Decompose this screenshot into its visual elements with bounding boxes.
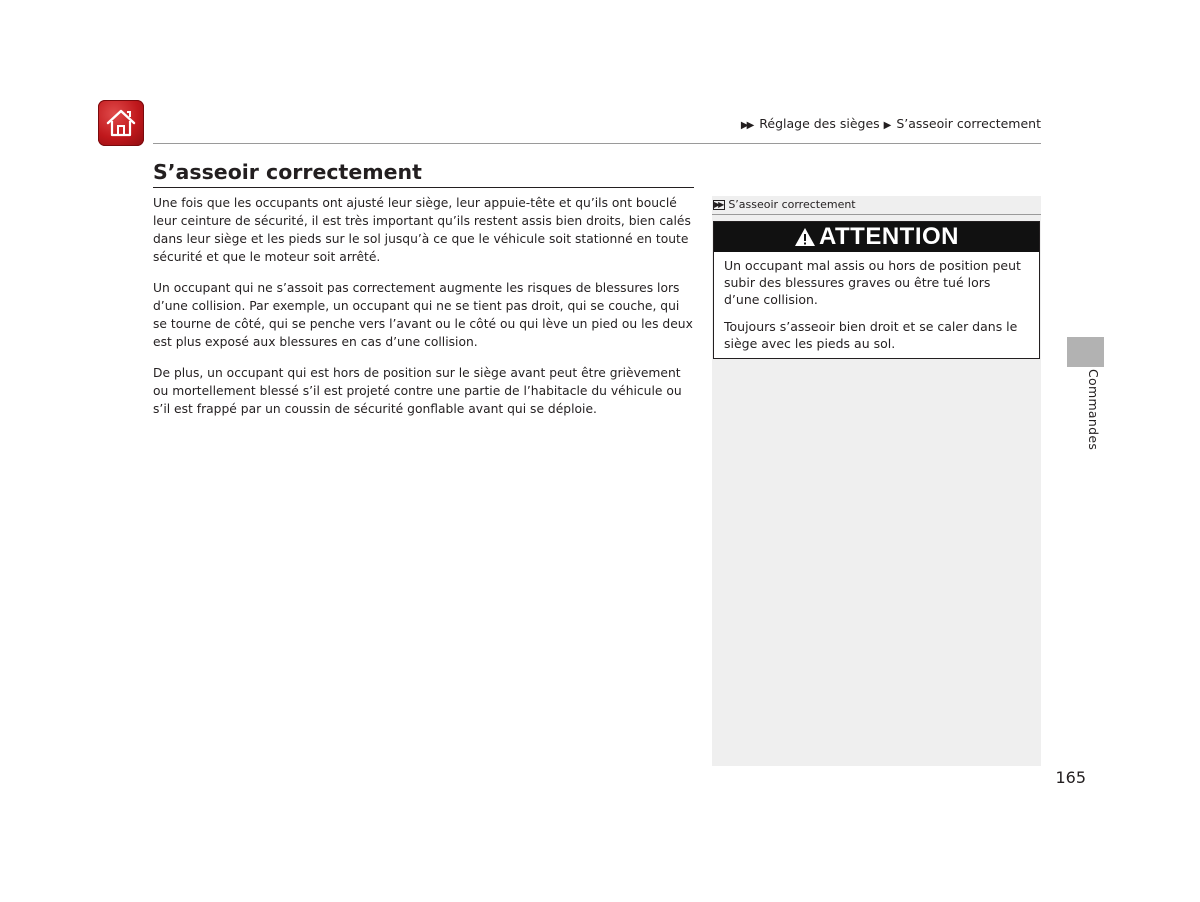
breadcrumb-arrow-icon: ▶	[883, 120, 890, 131]
warning-box	[713, 221, 1040, 359]
breadcrumb-arrow-icon: ▶▶	[740, 120, 753, 131]
paragraph: De plus, un occupant qui est hors de position sur le siège avant peut être grièvement ou mortellement blessé s’il est projeté contre une partie de l’habitacle du véhicule ou s’il est frappé par un coussin de sécurité gonflable avant qui se déploie.	[153, 366, 682, 416]
main-text	[153, 194, 695, 431]
warning-header	[714, 222, 1039, 252]
section-tab-marker[interactable]	[1067, 337, 1104, 367]
section-tab-label: Commandes	[1086, 369, 1101, 451]
breadcrumb-item-section[interactable]: Réglage des sièges	[759, 116, 880, 131]
title-divider	[153, 187, 694, 188]
breadcrumb	[741, 116, 1041, 134]
reference-arrow-icon: ▶▶	[713, 200, 725, 210]
paragraph: Une fois que les occupants ont ajusté leur siège, leur appuie-tête et qu’ils ont bouclé leur ceinture de sécurité, il est très important qu’ils restent assis bien droits, bien calés dans leur siège et les pieds sur le sol jusqu’à ce que le véhicule soit stationné en toute sécurité et que le moteur soit arrêté.	[153, 196, 691, 264]
warning-paragraph: Un occupant mal assis ou hors de position peut subir des blessures graves ou être tué lors d’une collision.	[724, 258, 1021, 307]
sidebar-heading	[712, 196, 1041, 215]
page-number: 165	[1055, 768, 1086, 787]
warning-label: ATTENTION	[818, 223, 960, 250]
sidebar-heading-label: S’asseoir correctement	[728, 198, 856, 211]
warning-triangle-icon	[794, 227, 816, 247]
home-button[interactable]	[98, 100, 144, 146]
home-icon	[104, 106, 138, 140]
breadcrumb-item-current: S’asseoir correctement	[896, 116, 1041, 131]
warning-paragraph: Toujours s’asseoir bien droit et se caler dans le siège avec les pieds au sol.	[724, 319, 1018, 351]
header-divider	[153, 143, 1041, 144]
page-title: S’asseoir correctement	[153, 160, 422, 184]
paragraph: Un occupant qui ne s’assoit pas correctement augmente les risques de blessures lors d’une collision. Par exemple, un occupant qui ne se tient pas droit, qui se couche, qui se tourne de côté, qui se penche vers l’avant ou le côté ou qui lève un pied ou les deux est plus exposé aux blessures en cas d’une collision.	[153, 281, 693, 349]
sidebar-panel	[712, 196, 1041, 766]
warning-text	[714, 252, 1039, 352]
